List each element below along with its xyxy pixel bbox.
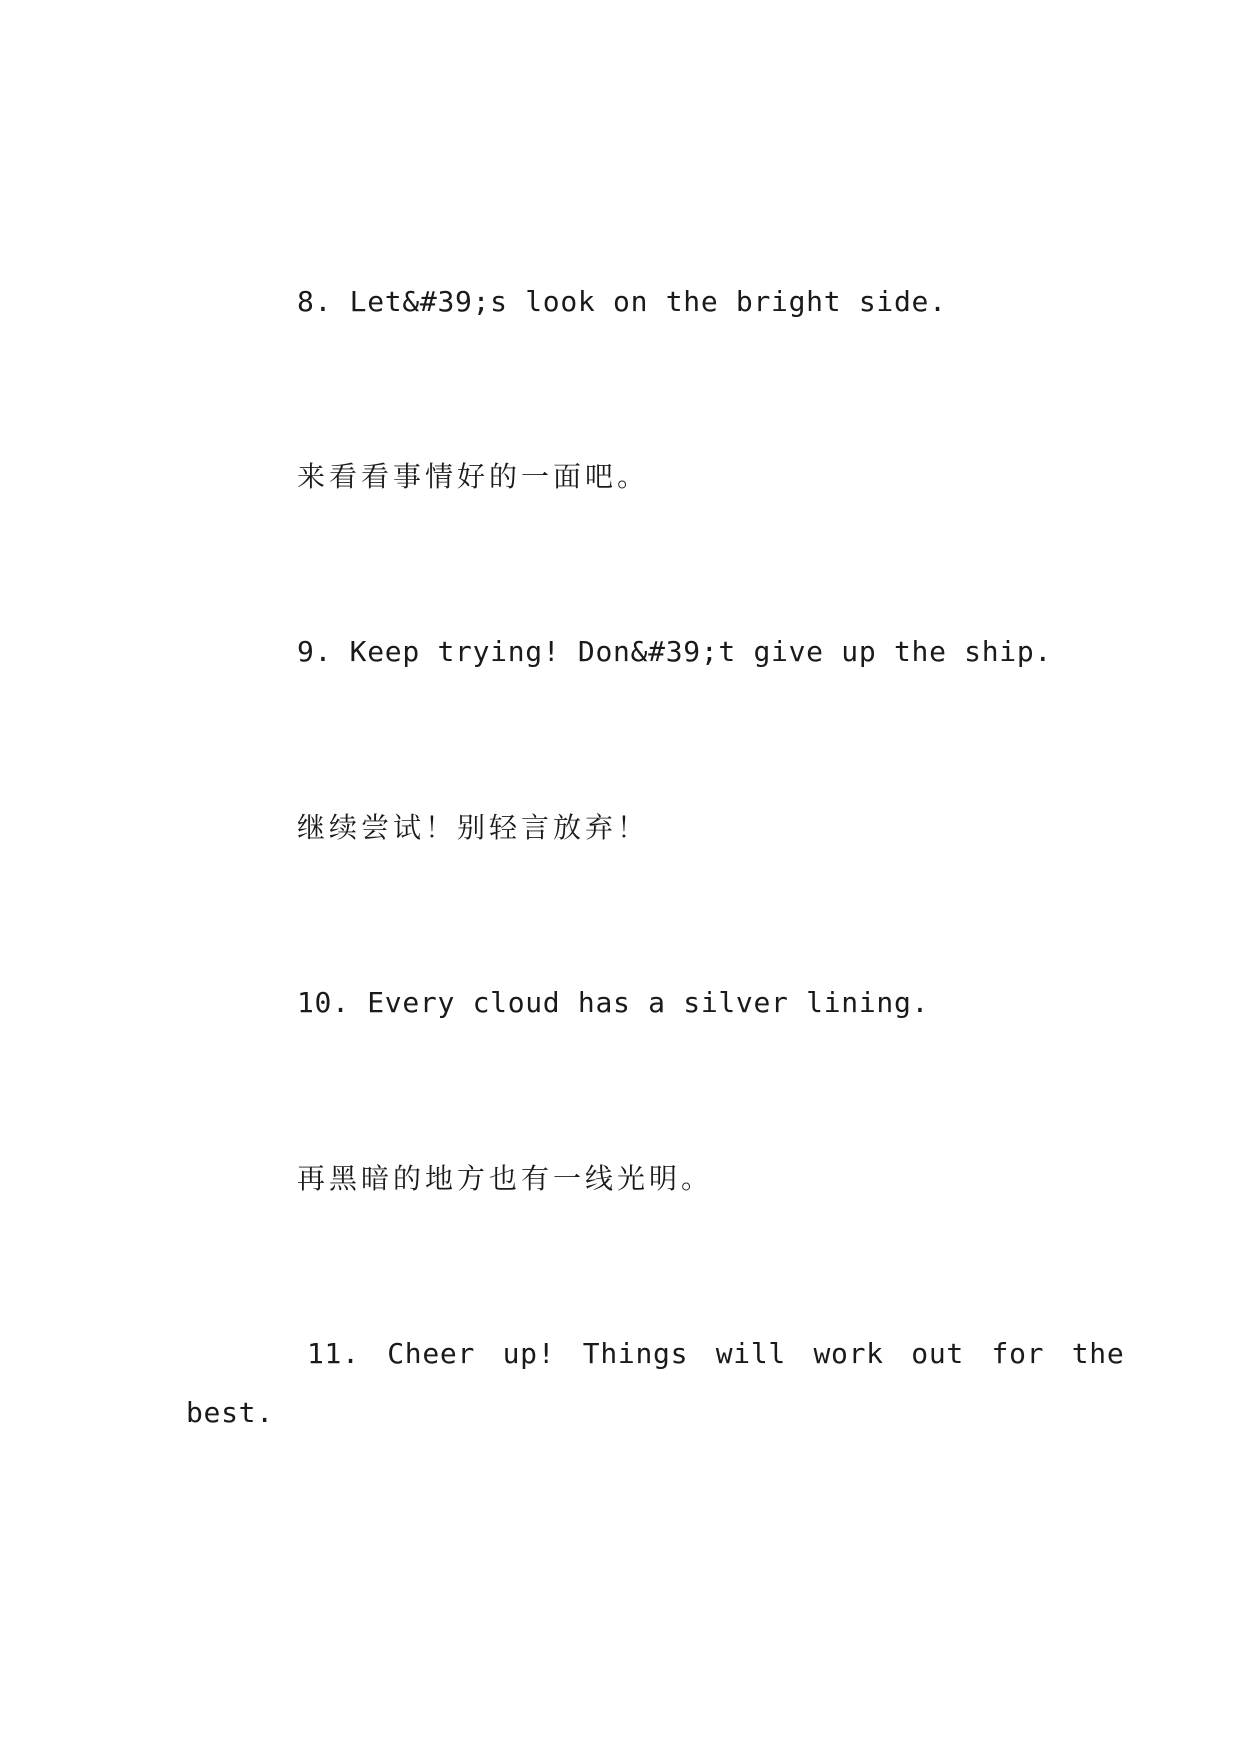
english-sentence-11-part-1: 11. Cheer up! Things will work out for the [307,1337,1125,1370]
chinese-translation-9: 继续尝试！别轻言放弃！ [297,811,650,844]
english-sentence-9: 9. Keep trying! Don&#39;t give up the ship. [297,635,1052,668]
english-sentence-8: 8. Let&#39;s look on the bright side. [297,285,947,318]
english-sentence-11-part-2: best. [186,1396,274,1429]
english-sentence-10: 10. Every cloud has a silver lining. [297,986,930,1019]
chinese-translation-10: 再黑暗的地方也有一线光明。 [297,1162,714,1195]
chinese-translation-8: 来看看事情好的一面吧。 [297,460,650,493]
